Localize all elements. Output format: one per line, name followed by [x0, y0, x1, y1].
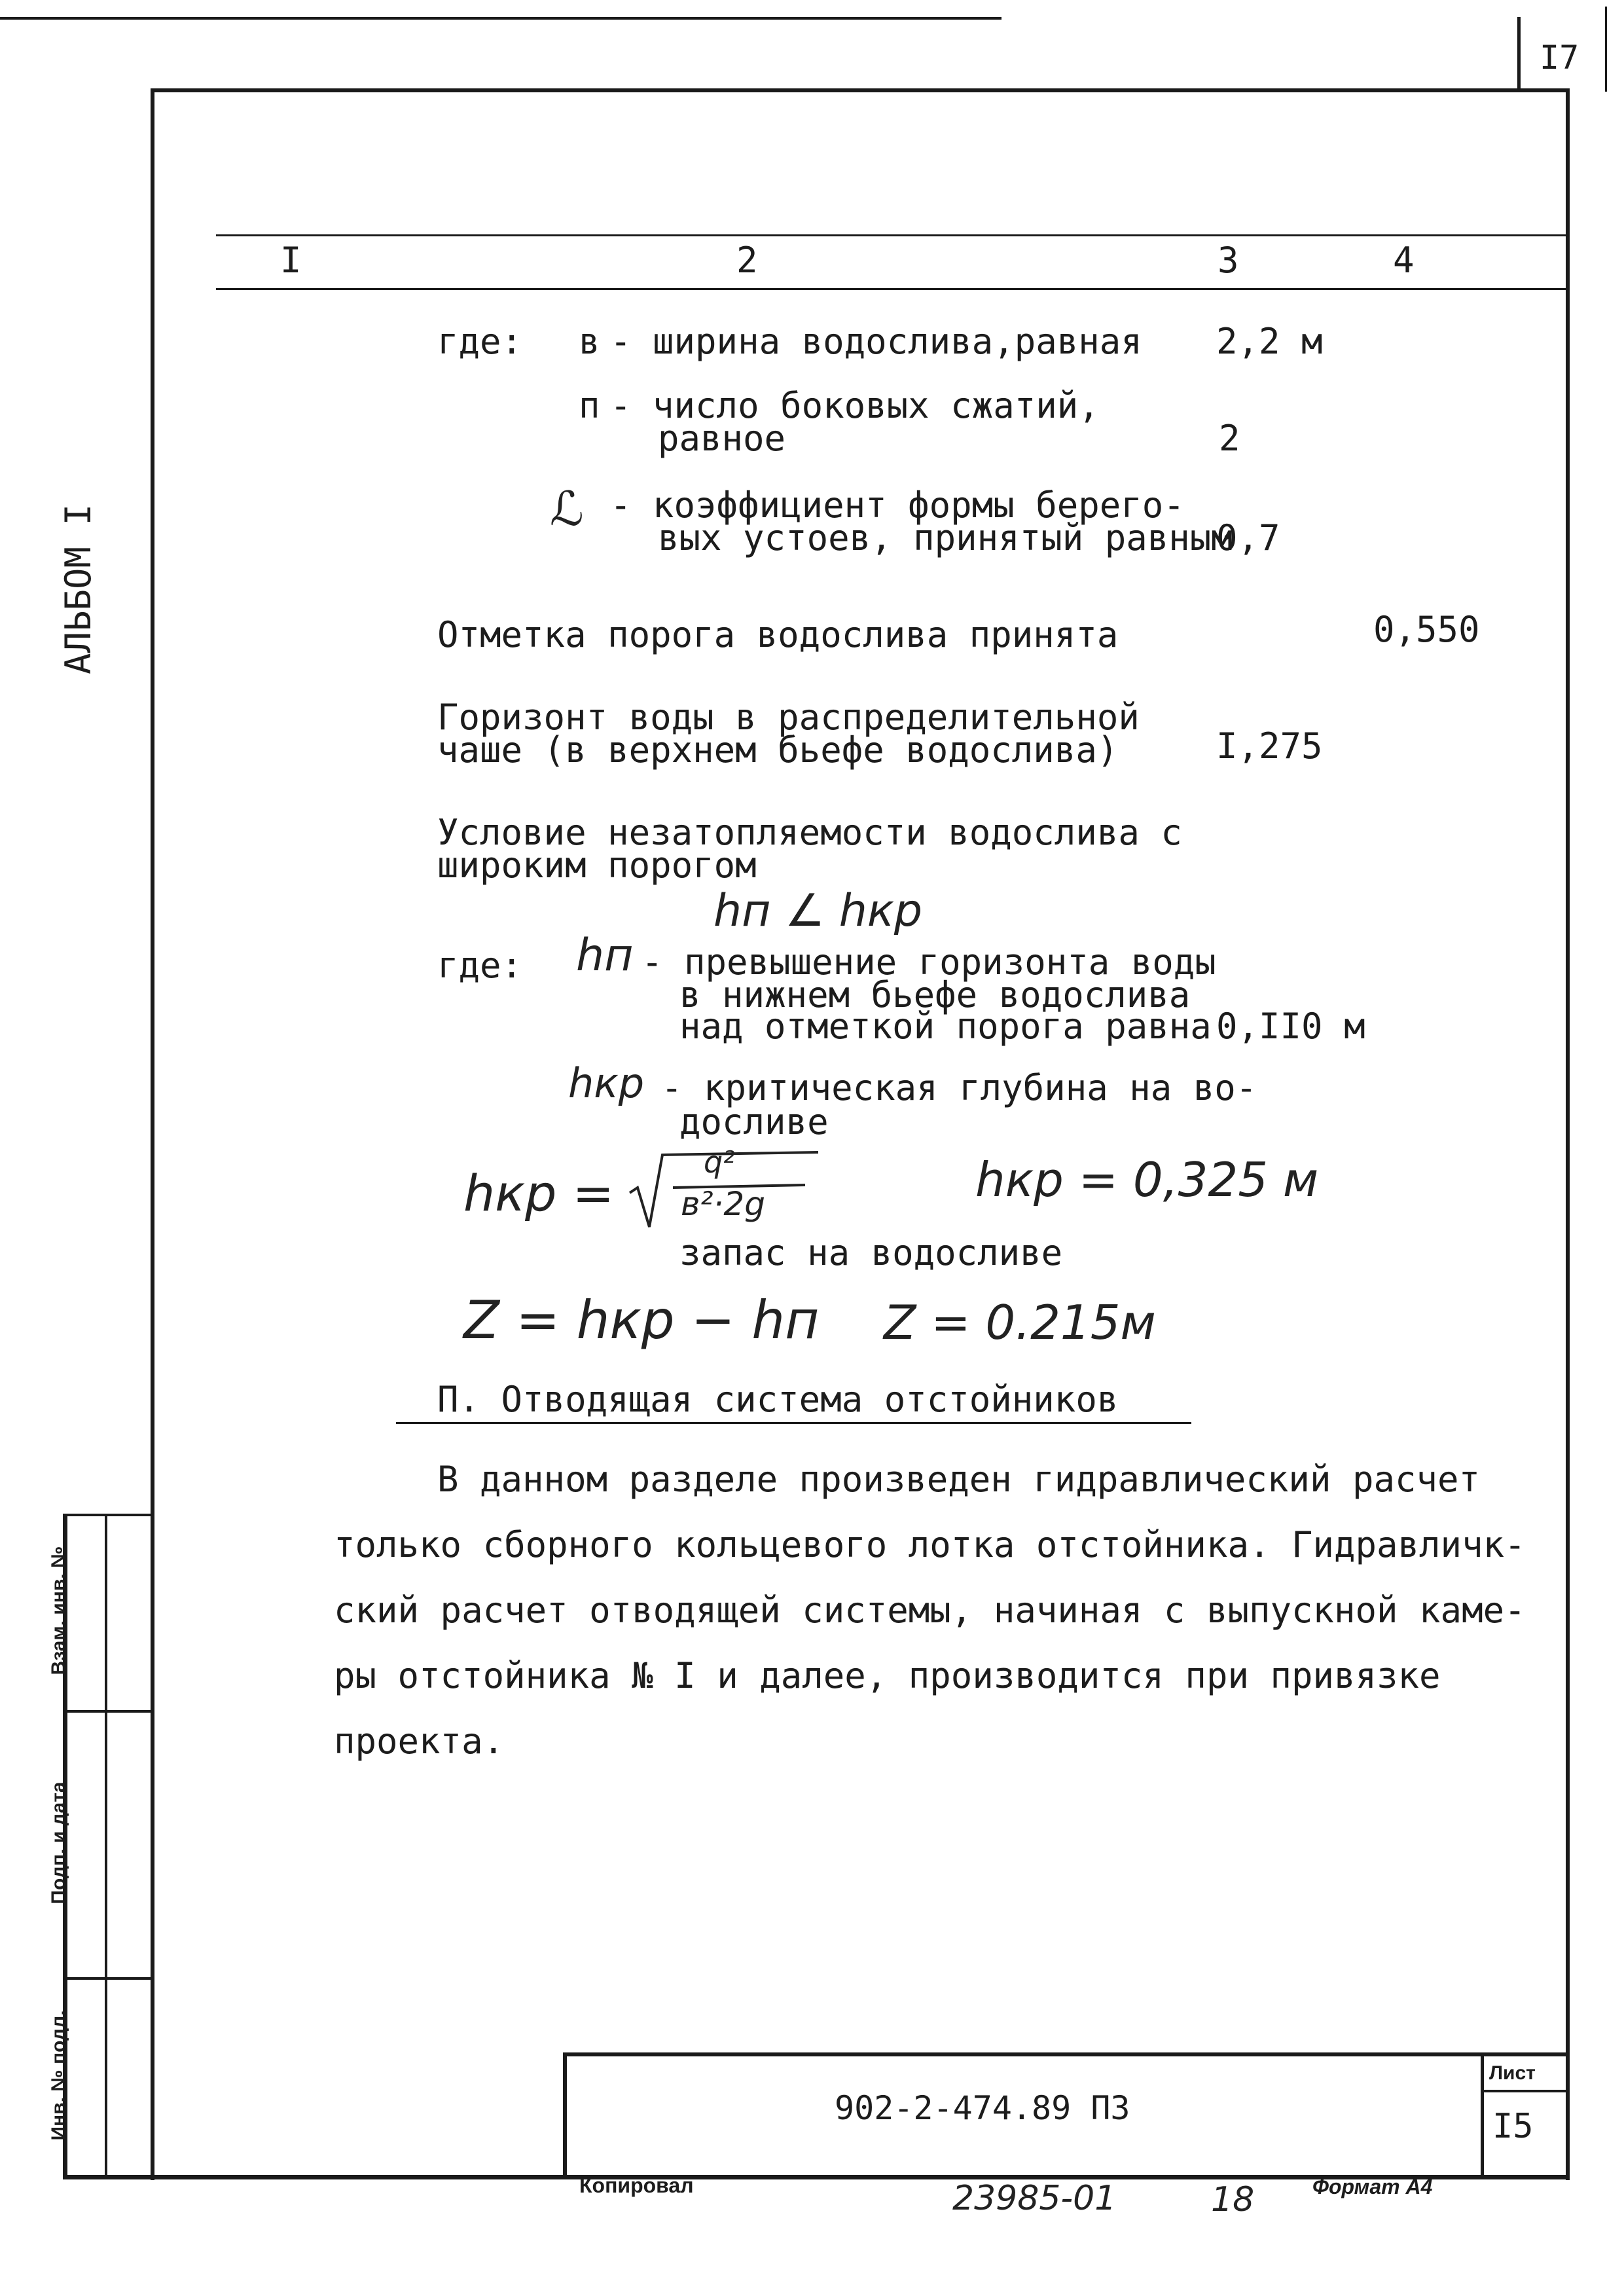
paragraph-line-2: только сборного кольцевого лотка отстойника. Гидравличк- [334, 1524, 1526, 1565]
alpha-description-line1: - коэффициент формы берего- [610, 484, 1185, 526]
hkr-description-line1: - критическая глубина на во- [661, 1067, 1257, 1108]
horizon-text-line2: чаше (в верхнем бьефе водослива) [437, 729, 1119, 771]
sheet-number: I5 [1492, 2107, 1534, 2146]
alpha-value: 0,7 [1216, 517, 1280, 558]
z-result: Z = 0.215м [884, 1295, 1156, 1350]
side-stamp-sep1 [63, 1710, 154, 1713]
page-number-left-border [1517, 17, 1521, 89]
table-header-top-line [216, 234, 1566, 236]
condition-text-line2: широким порогом [437, 845, 757, 886]
sill-value: 0,550 [1373, 609, 1480, 650]
n-value: 2 [1219, 418, 1240, 459]
condition-formula: hп ∠ hкр [713, 885, 923, 937]
table-col1-header: I [280, 240, 302, 281]
n-symbol: п [579, 385, 600, 426]
handwritten-code: 23985-01 [952, 2179, 1117, 2218]
z-formula: Z = hкр − hп [463, 1290, 820, 1351]
title-block-left [563, 2052, 567, 2177]
page-number-right-border [1605, 7, 1607, 92]
section-title: П. Отводящая система отстойников [437, 1379, 1119, 1420]
table-col4-header: 4 [1393, 240, 1415, 281]
section-title-underline [396, 1422, 1191, 1424]
hn-description-line3: над отметкой порога равна [679, 1006, 1212, 1047]
paragraph-line-1: В данном разделе произведен гидравлический расчет [437, 1459, 1481, 1500]
hkr-formula-lhs: hкр = [463, 1164, 615, 1222]
table-col3-header: 3 [1218, 240, 1239, 281]
b-description: - ширина водослива,равная [610, 321, 1142, 362]
n-description-line2: равное [658, 418, 786, 459]
document-code: 902-2-474.89 ПЗ [835, 2089, 1130, 2127]
hkr-formula-numerator: q² [704, 1144, 735, 1180]
frame-top [151, 88, 1570, 92]
condition-text-line1: Условие незатопляемости водослива с [437, 812, 1182, 853]
table-col2-header: 2 [736, 240, 758, 281]
alpha-symbol: ℒ [550, 481, 584, 536]
title-block-sheet-label-line [1481, 2090, 1569, 2092]
side-album-label: АЛЬБОМ I [58, 503, 99, 674]
stamp-field-signature-date: Подп. и дата [48, 1781, 69, 1904]
side-stamp-inner-divider [105, 1514, 107, 2179]
stamp-field-replacement: Взам. инв. № [48, 1546, 69, 1675]
title-block-sheet-divider [1481, 2052, 1484, 2177]
paragraph-line-4: ры отстойника № I и далее, производится при привязке [334, 1655, 1441, 1696]
b-symbol: в [579, 321, 600, 362]
title-block-top [563, 2052, 1570, 2056]
horizon-value: I,275 [1216, 725, 1323, 767]
hn-description-line1: - превышение горизонта воды [641, 941, 1216, 983]
paragraph-line-3: ский расчет отводящей системы, начиная с выпускной каме- [334, 1590, 1526, 1631]
alpha-description-line2: вых устоев, принятый равным [658, 517, 1233, 558]
n-description-line1: - число боковых сжатий, [610, 385, 1100, 426]
where-label-2: где: [437, 945, 523, 986]
page-number: I7 [1540, 39, 1579, 77]
side-stamp-sep2 [63, 1977, 154, 1980]
b-value: 2,2 м [1216, 321, 1323, 362]
hkr-description-line2: досливе [679, 1101, 829, 1142]
reserve-text: запас на водосливе [679, 1232, 1063, 1273]
handwritten-number: 18 [1211, 2180, 1255, 2219]
frame-left [151, 88, 154, 2180]
copied-label: Копировал [579, 2174, 694, 2197]
frame-right [1566, 88, 1570, 2180]
hkr-symbol: hкр [568, 1059, 645, 1107]
sheet-label: Лист [1489, 2062, 1536, 2084]
side-stamp-top [63, 1514, 154, 1516]
format-label: Формат А4 [1312, 2175, 1433, 2198]
sill-text: Отметка порога водослива принята [437, 614, 1119, 655]
paragraph-line-5: проекта. [334, 1721, 505, 1762]
horizon-text-line1: Горизонт воды в распределительной [437, 697, 1140, 738]
hkr-formula-denominator: в²·2g [681, 1185, 765, 1223]
top-edge-line [0, 17, 1001, 20]
hkr-result: hкр = 0,325 м [975, 1152, 1319, 1207]
hn-value: 0,II0 м [1216, 1006, 1365, 1047]
stamp-field-original-inv: Инв. № подл. [48, 2010, 69, 2141]
where-label-1: где: [437, 321, 523, 362]
hn-symbol: hп [576, 930, 634, 981]
hn-description-line2: в нижнем бьефе водослива [679, 974, 1191, 1015]
table-header-bottom-line [216, 288, 1566, 290]
